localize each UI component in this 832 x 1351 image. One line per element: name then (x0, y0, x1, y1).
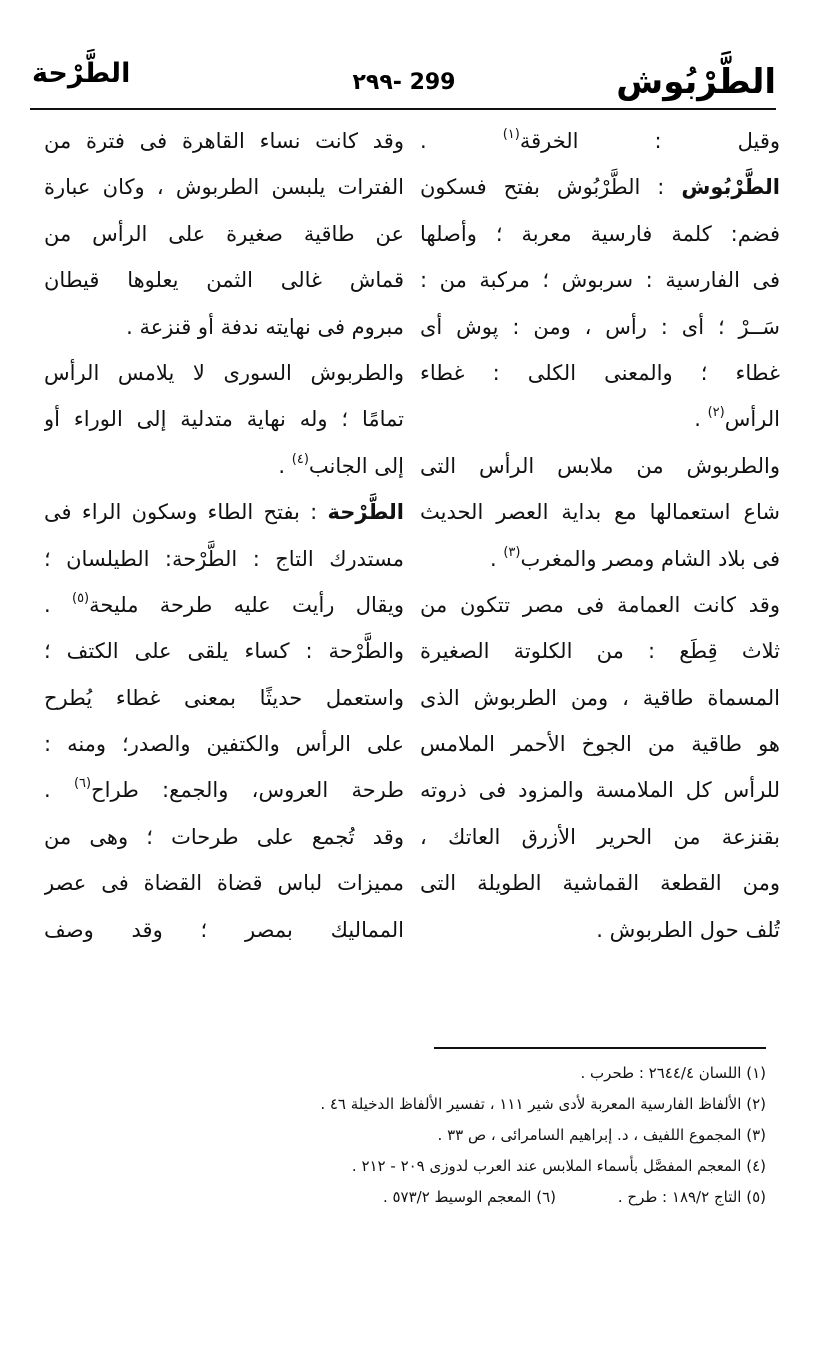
text-line (44, 304, 404, 350)
line-punctuation: . (44, 592, 72, 617)
text-line (44, 211, 404, 257)
text-line (44, 396, 404, 442)
line-text: مستدرك التاج : الطَّرْحة: الطيلسان ؛ (44, 546, 404, 571)
entry-headword: الطَّرْبُوش (681, 175, 780, 200)
page-number: ٢٩٩- 299 (352, 70, 456, 95)
line-text: على الرأس والكتفين والصدر؛ ومنه : (44, 732, 404, 757)
entry-headword: الطَّرْحة (327, 500, 404, 525)
text-line (420, 211, 780, 257)
footnote-separator (434, 1047, 766, 1049)
line-text: الرأس (724, 407, 780, 432)
footnote-1: (١) اللسان ٢٦٤٤/٤ : طحرب . (580, 1064, 766, 1082)
line-text: ومن القطعة القماشية الطويلة التى (420, 871, 780, 896)
line-text: عن طاقية صغيرة على الرأس من (44, 221, 404, 246)
text-line (44, 814, 404, 860)
line-text: مميزات لباس قضاة القضاة فى عصر (44, 871, 404, 896)
footnotes (46, 1058, 766, 1213)
text-line (44, 907, 404, 953)
line-text: وقيل : الخرقة (519, 129, 780, 153)
text-line (420, 582, 780, 628)
line-text: إلى الجانب (308, 453, 404, 478)
line-text: سَــرْ ؛ أى : رأس ، ومن : پوش أى (420, 314, 780, 339)
line-text: فى الفارسية : سربوش ؛ مركبة من : (420, 268, 780, 293)
text-line (44, 675, 404, 721)
line-text: وقد كانت العمامة فى مصر تتكون من (420, 592, 780, 617)
page-header (32, 44, 776, 108)
line-text: وقد كانت نساء القاهرة فى فترة من (44, 129, 404, 153)
footnote-ref: (١) (502, 127, 520, 142)
text-line (44, 767, 404, 813)
line-text: فى بلاد الشام ومصر والمغرب (520, 546, 780, 571)
text-line (44, 257, 404, 303)
text-line (420, 721, 780, 767)
line-text: طرحة العروس، والجمع: طراح (91, 778, 404, 803)
line-text: : الطَّرْبُوش بفتح فسكون (420, 175, 682, 200)
footnote-row-5-6 (46, 1182, 766, 1213)
text-line (420, 350, 780, 396)
line-text: الفترات يلبسن الطربوش ، وكان عبارة (44, 175, 404, 200)
line-text: وقد تُجمع على طرحات ؛ وهى من (44, 824, 404, 849)
line-punctuation: . (44, 778, 74, 803)
footnote-ref: (٢) (707, 405, 725, 421)
text-line (420, 536, 780, 582)
text-line (44, 164, 404, 210)
text-line (420, 860, 780, 906)
footnote-4: (٤) المعجم المفصَّل بأسماء الملابس عند العرب لدوزى ٢٠٩ - ٢١٢ . (351, 1157, 766, 1175)
text-line (44, 628, 404, 674)
line-text: والطربوش السورى لا يلامس الرأس (44, 360, 404, 385)
line-text: واستعمل حديثًا بمعنى غطاء يُطرح (44, 685, 404, 710)
running-head-first-entry: الطَّرْبُوش (616, 62, 776, 102)
text-line (420, 396, 780, 442)
line-punctuation: . (489, 546, 504, 571)
header-rule (30, 108, 776, 110)
text-line (420, 118, 780, 164)
line-text: المماليك بمصر ؛ وقد وصف (44, 917, 404, 942)
footnote-ref: (٣) (503, 544, 521, 560)
line-text: بقنزعة من الحرير الأزرق العاتك ، (420, 824, 780, 849)
line-text: فضم: كلمة فارسية معربة ؛ وأصلها (420, 221, 780, 246)
line-punctuation: . (420, 129, 503, 153)
text-line (420, 257, 780, 303)
text-line (44, 582, 404, 628)
text-line (420, 907, 780, 953)
line-text: تُلف حول الطربوش . (596, 917, 780, 942)
footnote-3: (٣) المجموع اللفيف ، د. إبراهيم السامرائى ، ص ٣٣ . (437, 1126, 766, 1144)
line-text: هو طاقية من الجوخ الأحمر الملامس (420, 732, 780, 757)
line-text: والطربوش من ملابس الرأس التى (420, 453, 780, 478)
line-text: للرأس كل الملامسة والمزود فى ذروته (420, 778, 780, 803)
footnote-6: (٦) المعجم الوسيط ٥٧٣/٢ . (382, 1188, 556, 1206)
text-line (420, 489, 780, 535)
line-punctuation: . (278, 453, 292, 478)
line-punctuation: . (694, 407, 708, 432)
line-text: : بفتح الطاء وسكون الراء فى (44, 500, 328, 525)
text-line (44, 118, 404, 164)
text-line (420, 814, 780, 860)
right-text-column (420, 118, 780, 953)
text-line (44, 721, 404, 767)
footnote-ref: (٤) (291, 451, 309, 467)
text-line (420, 164, 780, 210)
text-line (420, 443, 780, 489)
line-text: غطاء ؛ والمعنى الكلى : غطاء (420, 360, 780, 385)
line-text: ويقال رأيت عليه طرحة مليحة (89, 592, 404, 617)
text-line (44, 489, 404, 535)
line-text: قماش غالى الثمن يعلوها قيطان (44, 268, 404, 293)
text-line (44, 536, 404, 582)
footnote-ref: (٥) (71, 590, 90, 606)
line-text: شاع استعمالها مع بداية العصر الحديث (420, 500, 780, 525)
text-line (420, 304, 780, 350)
text-line (44, 860, 404, 906)
line-text: المسماة طاقية ، ومن الطربوش الذى (420, 685, 780, 710)
running-head-last-entry: الطَّرْحة (32, 58, 131, 89)
text-line (420, 628, 780, 674)
left-text-column (44, 118, 404, 953)
footnote-5: (٥) التاج ١٨٩/٢ : طرح . (617, 1188, 766, 1206)
footnote-ref: (٦) (73, 776, 92, 792)
line-text: تمامًا ؛ وله نهاية متدلية إلى الوراء أو (44, 407, 404, 432)
text-line (44, 443, 404, 489)
text-line (420, 675, 780, 721)
footnote-2: (٢) الألفاظ الفارسية المعربة لأدى شير ١١١ ، تفسير الألفاظ الدخيلة ٤٦ . (320, 1095, 766, 1113)
text-line (420, 767, 780, 813)
line-text: مبروم فى نهايته ندفة أو قنزعة . (126, 314, 404, 339)
line-text: والطَّرْحة : كساء يلقى على الكتف ؛ (44, 639, 404, 664)
line-text: ثلاث قِطَع : من الكلوتة الصغيرة (420, 639, 780, 664)
text-line (44, 350, 404, 396)
